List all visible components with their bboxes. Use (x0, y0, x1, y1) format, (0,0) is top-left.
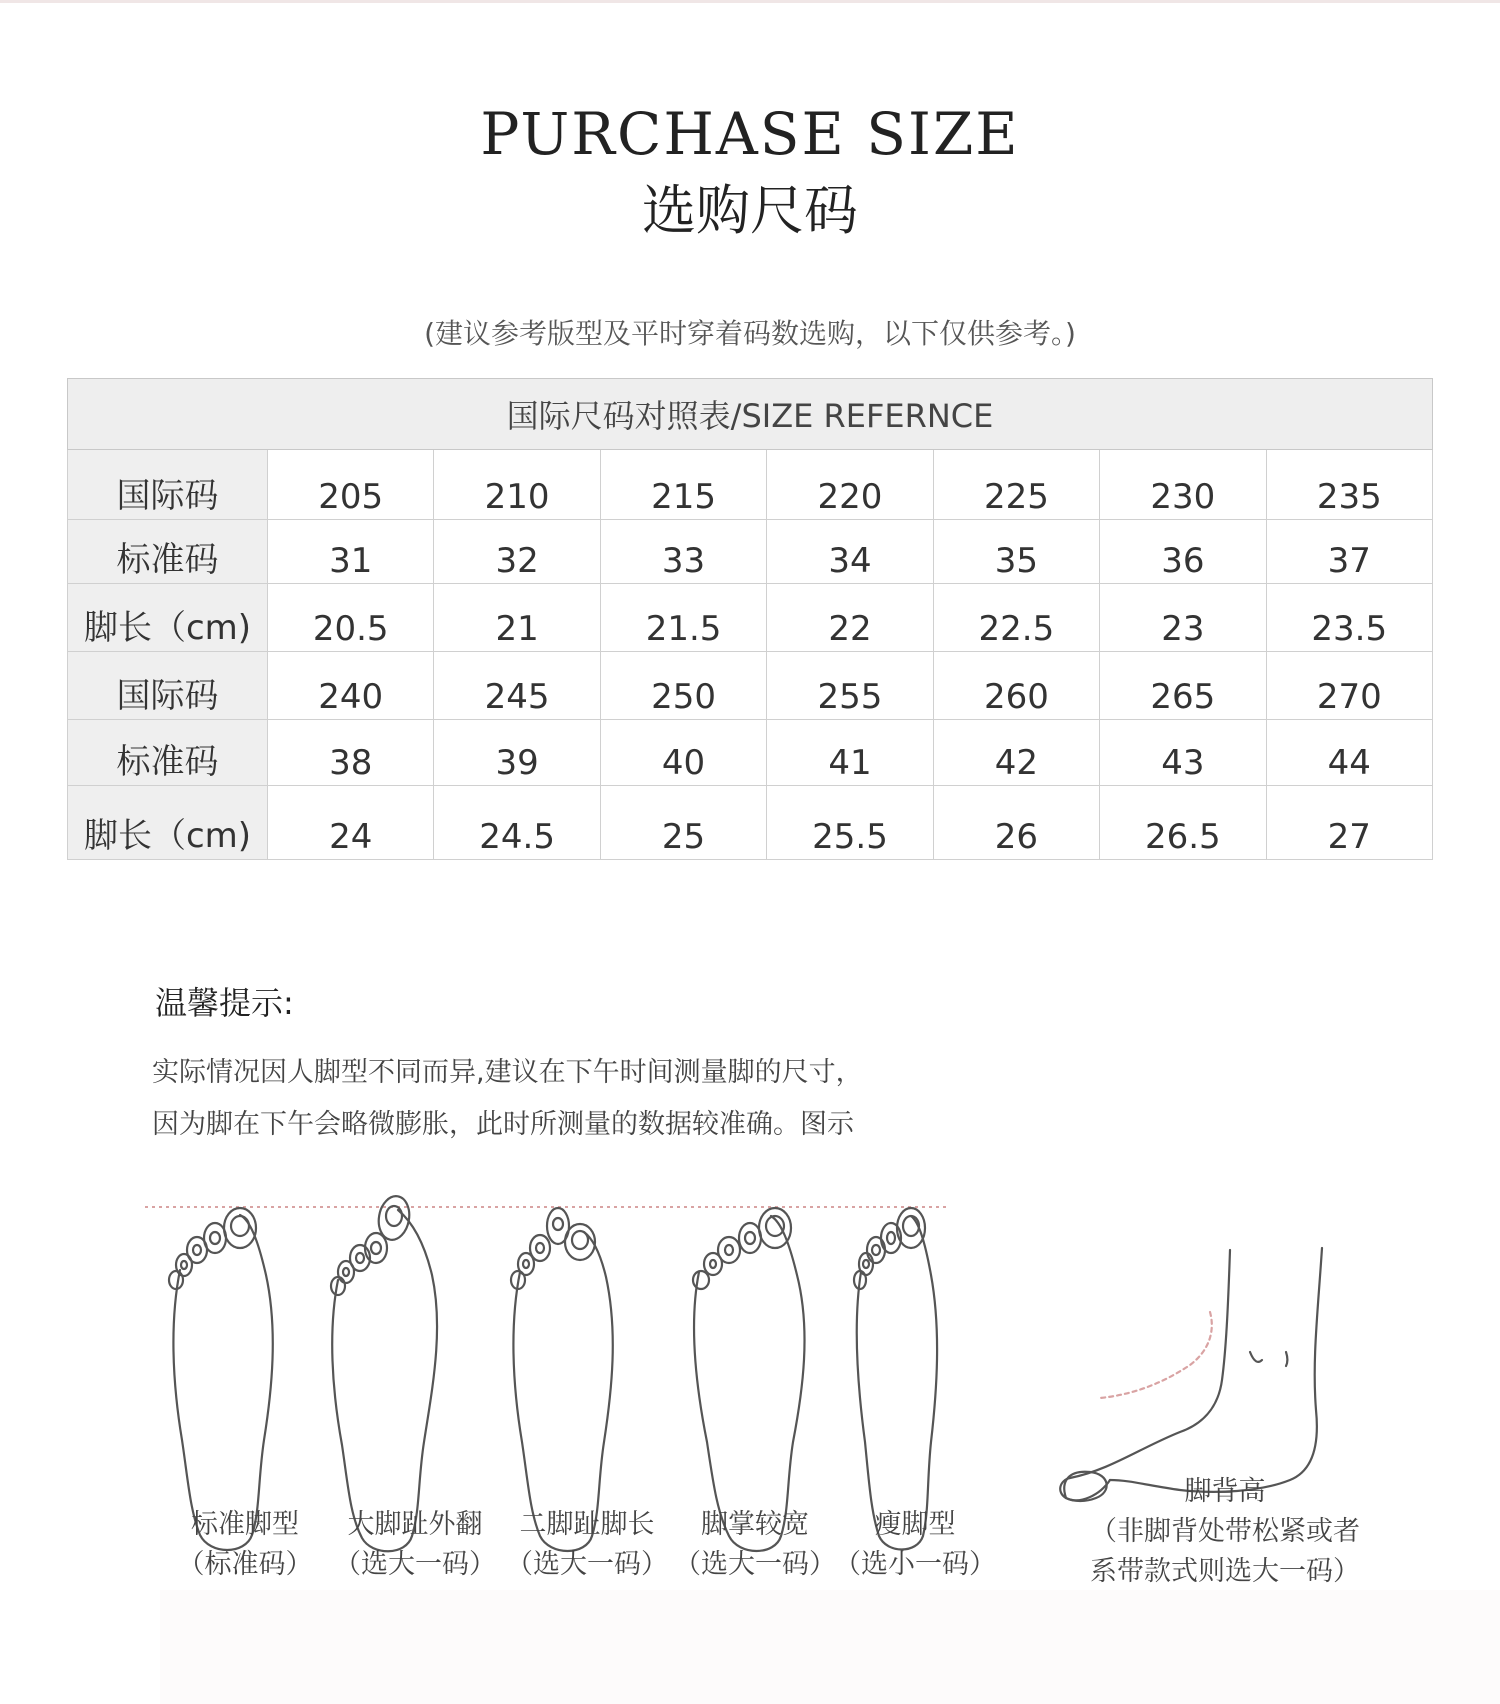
size-cell: 36 (1100, 520, 1266, 584)
page-title-en: PURCHASE SIZE (480, 100, 1020, 168)
size-cell: 32 (434, 520, 600, 584)
foot-type-advice: （选大一码） (506, 1549, 668, 1580)
table-row (68, 652, 1433, 720)
size-cell: 20.5 (268, 584, 434, 652)
size-cell: 21.5 (600, 584, 766, 652)
size-cell: 41 (767, 720, 933, 786)
size-cell: 26.5 (1100, 786, 1266, 860)
tips-line-1: 实际情况因人脚型不同而异,建议在下午时间测量脚的尺寸， (152, 1057, 863, 1088)
size-cell: 205 (268, 450, 434, 520)
size-cell: 24 (268, 786, 434, 860)
size-cell: 26 (933, 786, 1099, 860)
bottom-panel (160, 1590, 1500, 1704)
size-cell: 225 (933, 450, 1099, 520)
table-row (68, 520, 1433, 584)
foot-type-advice: （选小一码） (834, 1549, 996, 1580)
foot-type-name: 二脚趾脚长 (519, 1509, 655, 1540)
top-divider (0, 0, 1500, 3)
high-instep-foot-icon (1060, 1248, 1322, 1501)
row-label: 标准码 (68, 720, 268, 786)
size-cell: 215 (600, 450, 766, 520)
foot-type-label (155, 1505, 335, 1585)
foot-type-label (665, 1505, 845, 1585)
foot-type-label (325, 1505, 505, 1585)
size-cell: 34 (767, 520, 933, 584)
foot-type-advice: （标准码） (177, 1549, 313, 1580)
foot-type-label (825, 1505, 1005, 1585)
size-cell: 39 (434, 720, 600, 786)
tips-line-2: 因为脚在下午会略微膨胀，此时所测量的数据较准确。图示 (152, 1109, 854, 1140)
foot-type-advice: （选大一码） (334, 1549, 496, 1580)
size-cell: 35 (933, 520, 1099, 584)
row-label: 脚长（cm) (68, 584, 268, 652)
size-cell: 210 (434, 450, 600, 520)
size-cell: 230 (1100, 450, 1266, 520)
foot-type-advice: （选大一码） (674, 1549, 836, 1580)
size-cell: 42 (933, 720, 1099, 786)
instep-advice-2: 系带款式则选大一码） (1090, 1556, 1360, 1587)
size-cell: 25 (600, 786, 766, 860)
standard-foot-icon (169, 1208, 273, 1550)
bunion-foot-icon (331, 1194, 437, 1552)
size-cell: 260 (933, 652, 1099, 720)
row-label: 国际码 (68, 652, 268, 720)
table-row (68, 720, 1433, 786)
size-cell: 265 (1100, 652, 1266, 720)
row-label: 脚长（cm) (68, 786, 268, 860)
table-title: 国际尺码对照表/SIZE REFERNCE (68, 379, 1433, 450)
size-cell: 22.5 (933, 584, 1099, 652)
size-cell: 255 (767, 652, 933, 720)
foot-type-label (497, 1505, 677, 1585)
size-cell: 33 (600, 520, 766, 584)
size-cell: 27 (1266, 786, 1432, 860)
size-cell: 37 (1266, 520, 1432, 584)
size-reference-table (67, 378, 1433, 860)
size-cell: 24.5 (434, 786, 600, 860)
table-body (68, 450, 1433, 860)
foot-type-name: 大脚趾外翻 (347, 1509, 483, 1540)
size-cell: 23.5 (1266, 584, 1432, 652)
size-cell: 270 (1266, 652, 1432, 720)
instep-label (1065, 1472, 1385, 1592)
row-label: 标准码 (68, 520, 268, 584)
instep-advice-1: （非脚背处带松紧或者 (1090, 1516, 1360, 1547)
size-cell: 22 (767, 584, 933, 652)
narrow-foot-icon (854, 1208, 937, 1550)
reference-note: (建议参考版型及平时穿着码数选购，以下仅供参考。) (424, 317, 1076, 350)
table-row (68, 584, 1433, 652)
table-row (68, 450, 1433, 520)
size-cell: 250 (600, 652, 766, 720)
size-cell: 43 (1100, 720, 1266, 786)
size-cell: 40 (600, 720, 766, 786)
foot-type-name: 标准脚型 (191, 1509, 299, 1540)
size-cell: 31 (268, 520, 434, 584)
foot-type-name: 脚掌较宽 (701, 1509, 809, 1540)
size-cell: 44 (1266, 720, 1432, 786)
tips-title: 温馨提示: (155, 984, 294, 1022)
size-cell: 21 (434, 584, 600, 652)
size-cell: 240 (268, 652, 434, 720)
size-cell: 25.5 (767, 786, 933, 860)
table-row (68, 786, 1433, 860)
foot-type-name: 瘦脚型 (874, 1509, 956, 1540)
row-label: 国际码 (68, 450, 268, 520)
page-title-zh: 选购尺码 (642, 179, 858, 242)
long-second-toe-foot-icon (511, 1208, 613, 1551)
size-cell: 235 (1266, 450, 1432, 520)
size-cell: 23 (1100, 584, 1266, 652)
size-cell: 220 (767, 450, 933, 520)
size-cell: 38 (268, 720, 434, 786)
instep-name: 脚背高 (1184, 1476, 1266, 1507)
wide-foot-icon (693, 1208, 805, 1551)
size-cell: 245 (434, 652, 600, 720)
